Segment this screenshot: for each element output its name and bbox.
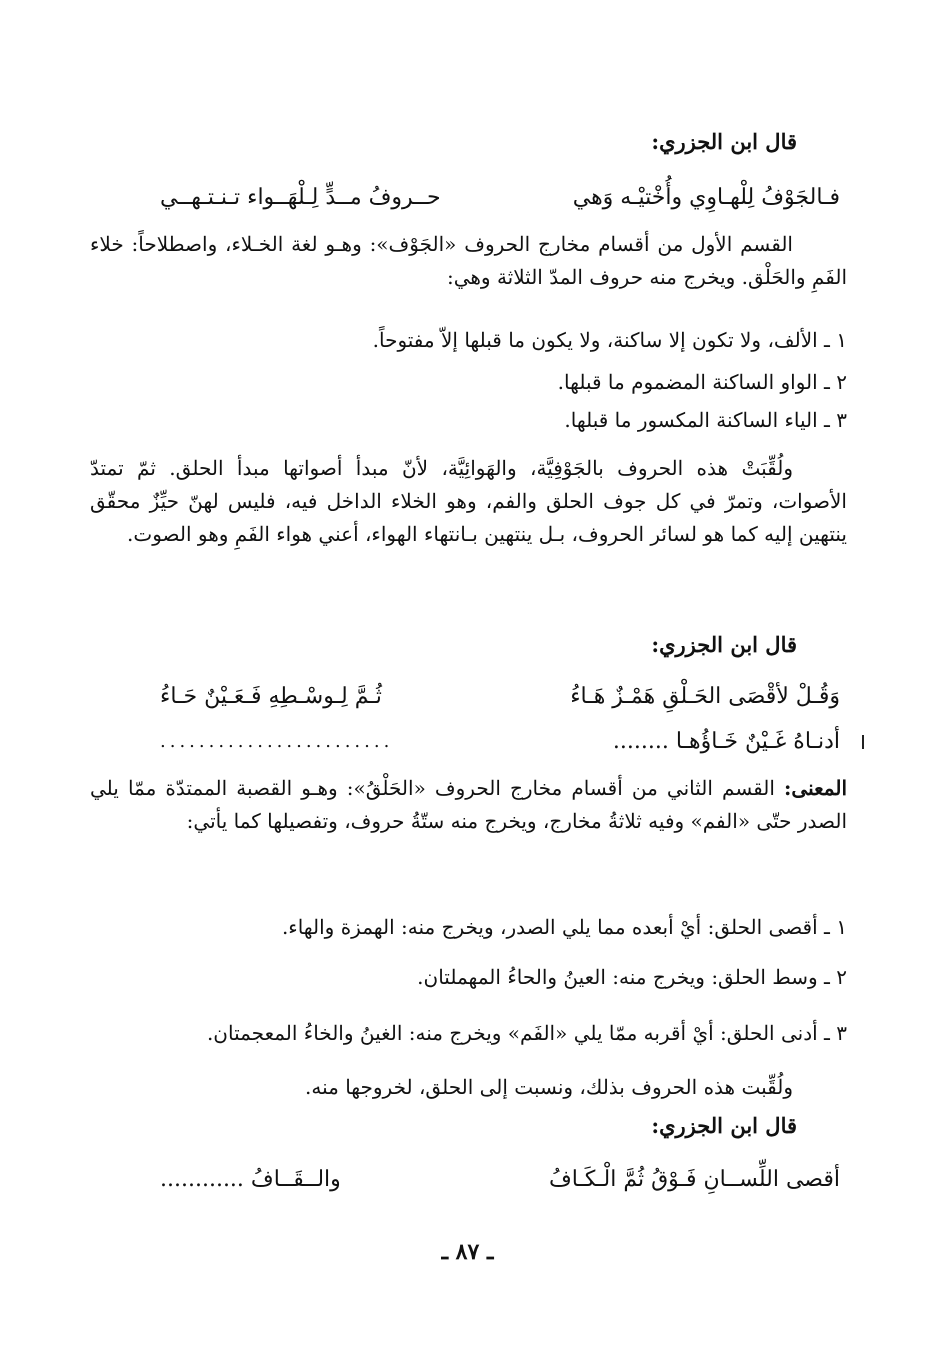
list-item: ٣ ـ الياء الساكنة المكسور ما قبلها. [564,408,847,432]
lead-word: المعنى: [784,776,847,800]
verse-first-hemistich: أدنـاهُ غَـيْنٌ خَـاؤُهـا ........ [612,729,840,754]
body-paragraph: ولُقِّبَتْ هذه الحروف بالجَوْفِيَّة، والهَوائِيَّة، لأنّ مبدأ أصواتها مبدأ الحلق. ثمّ تمتدّ الأصوات، وتمرّ في كل جوف الحلق والفم، وهو الخلاء الداخل فيه، فليس لهنّ حيِّزٌ محقّق ينتهين إليه كما هو لسائر الحروف، بـل ينتهين بـانتهاء الهواء، أعني هواء الفَمِ وهو الصوت. [90,456,847,546]
body-paragraph [90,772,847,838]
list-item: ٢ ـ الواو الساكنة المضموم ما قبلها. [557,370,847,394]
verse-line [160,677,840,717]
verse-second-hemistich: حــروفُ مــدٍّ لِـلْهَــواء تـنـتـهــي [160,185,441,210]
section-heading: قال ابن الجزري: [651,129,797,154]
verse-second-hemistich: ثُـمَّ لِـوسْـطِهِ فَـعَـيْنٌ حَـاءُ [160,684,382,709]
section-heading: قال ابن الجزري: [651,632,797,657]
verse-first-hemistich: وَقُـلْ لأقْصَى الحَـلْقِ هَمْـزٌ هَـاءُ [570,684,840,709]
verse-second-hemistich: والــقَــافُ ............ [160,1167,341,1192]
verse-line [160,178,840,218]
verse-first-hemistich: فـالجَوْفُ لِلْهـاوِي وأُخْتيْـه وَهي [572,185,840,210]
body-paragraph: ولُقِّبت هذه الحروف بذلك، ونسبت إلى الحلق، لخروجها منه. [305,1075,793,1099]
margin-mark [862,735,864,749]
section-heading: قال ابن الجزري: [651,1113,797,1138]
paragraph-text: القسم الثاني من أقسام مخارج الحروف «الحَلْقُ»: وهـو القصبة الممتدّة ممّا يلي الصدر حتّى «الفم» وفيه ثلاثةُ مخارج، ويخرج منه ستّةُ حروف، وتفصيلها كما يأتي: [90,776,847,833]
list-item: ٢ ـ وسط الحلق: ويخرج منه: العينُ والحاءُ المهملتان. [417,965,847,989]
list-item: ١ ـ أقصى الحلق: أيْ أبعده مما يلي الصدر، ويخرج منه: الهمزة والهاء. [281,915,847,939]
verse-first-hemistich: أقصى اللِّســانِ فَـوْقُ ثُمَّ الْـكَـافُ [548,1167,840,1192]
verse-second-hemistich: ........................ [160,731,394,752]
page-number: ـ ٨٧ ـ [441,1239,494,1265]
body-paragraph: القسم الأول من أقسام مخارج الحروف «الجَوْف»: وهـو لغة الخـلاء، واصطلاحاً: خلاء الفَمِ والحَلْق. ويخرج منه حروف المدّ الثلاثة وهي: [90,232,847,289]
verse-line [160,722,840,762]
verse-line [160,1160,840,1200]
list-item: ٣ ـ أدنى الحلق: أيْ أقربه ممّا يلي «الفَم» ويخرج منه: الغينُ والخاءُ المعجمتان. [206,1021,847,1045]
list-item: ١ ـ الألف، ولا تكون إلا ساكنة، ولا يكون ما قبلها إلاّ مفتوحاً. [372,328,847,352]
